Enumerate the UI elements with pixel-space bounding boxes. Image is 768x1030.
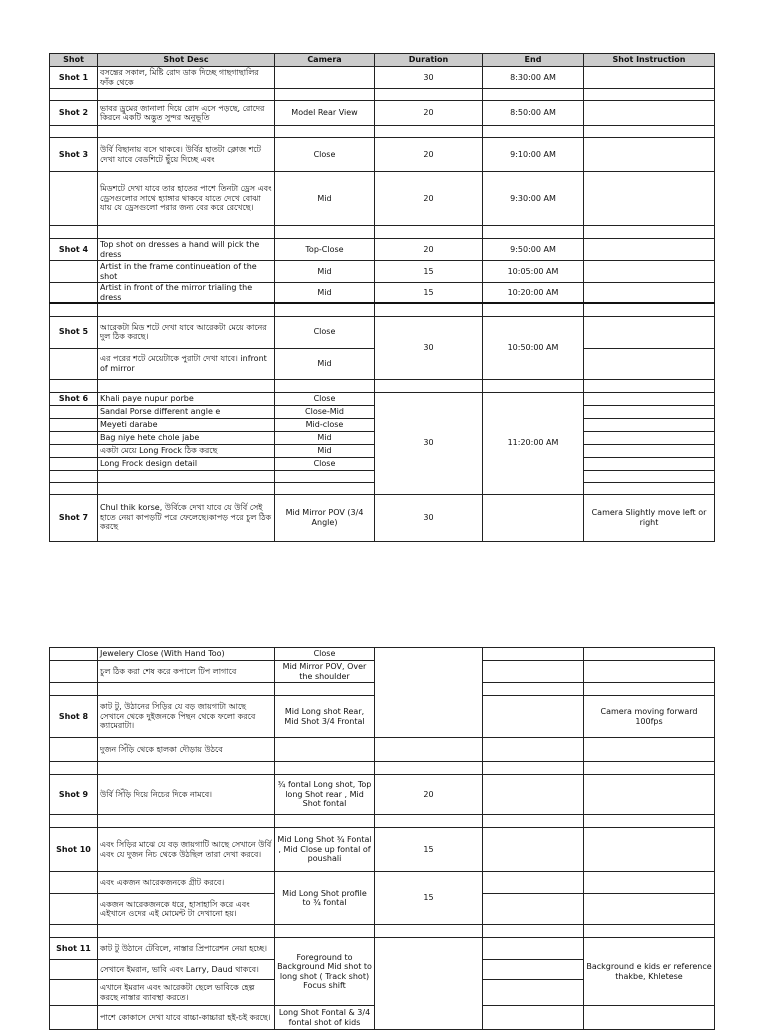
instruction-cell — [584, 431, 715, 444]
instruction-cell — [584, 683, 715, 696]
duration-cell — [375, 303, 483, 316]
duration-cell: 15 — [375, 828, 483, 872]
shot-desc-cell: এখানে ইমরান এবং আরেকটা ছেলে ভাবিকে হেল্প করছে নাস্তার ব্যাবস্থা করতে। — [98, 980, 275, 1006]
camera-cell — [275, 226, 375, 239]
instruction-cell — [584, 172, 715, 226]
instruction-cell — [584, 379, 715, 392]
table-row — [50, 775, 715, 815]
header-shot-instruction: Shot Instruction — [584, 54, 715, 67]
shot-cell — [50, 661, 98, 683]
instruction-cell — [584, 648, 715, 661]
duration-cell: 15 — [375, 283, 483, 304]
table-row — [50, 138, 715, 172]
shot-cell — [50, 226, 98, 239]
shot-cell — [50, 283, 98, 304]
table-row — [50, 379, 715, 392]
table-row — [50, 925, 715, 938]
camera-cell: Close-Mid — [275, 405, 375, 418]
shot-cell — [50, 172, 98, 226]
instruction-cell — [584, 775, 715, 815]
shot-cell — [50, 89, 98, 101]
shot-cell: Shot 9 — [50, 775, 98, 815]
end-cell — [483, 126, 584, 138]
camera-cell — [275, 683, 375, 696]
camera-cell: Close — [275, 316, 375, 348]
shot-cell — [50, 470, 98, 482]
instruction-cell — [584, 470, 715, 482]
camera-cell — [275, 303, 375, 316]
table-row — [50, 89, 715, 101]
instruction-cell — [584, 239, 715, 261]
shot-cell: Shot 4 — [50, 239, 98, 261]
instruction-cell: Camera Slightly move left or right — [584, 494, 715, 541]
camera-cell — [275, 925, 375, 938]
shot-desc-cell: Bag niye hete chole jabe — [98, 431, 275, 444]
instruction-cell — [584, 418, 715, 431]
end-cell — [483, 226, 584, 239]
camera-cell — [275, 762, 375, 775]
instruction-cell — [584, 1006, 715, 1030]
end-cell — [483, 828, 584, 872]
instruction-cell — [584, 126, 715, 138]
shot-desc-cell: Chul thik korse, উর্বিকে দেখা যাবে যে উর্বি সেই হাতে নেয়া কাপড়টি পরে ফেলেছে।কাপড় পরে চুল ঠিক করছে — [98, 494, 275, 541]
shot-cell — [50, 925, 98, 938]
shot-desc-cell: এর পরের শটে মেয়েটাকে পুরাটা দেখা যাবে। infront of mirror — [98, 348, 275, 379]
shot-cell: Shot 2 — [50, 101, 98, 126]
duration-cell — [375, 762, 483, 775]
camera-cell: Mid — [275, 283, 375, 304]
shot-cell — [50, 303, 98, 316]
end-cell — [483, 494, 584, 541]
camera-cell: Mid — [275, 348, 375, 379]
shot-desc-cell: মিডশটে দেখা যাবে তার হাতের পাশে তিনটা ড্রেস এবং ড্রেসগুলোর সাথে হ্যাঙ্গার থাকবে যাতে দেখে বোঝা যায় যে ড্রেসগুলো পরার জন্য বের করে রেখেছে। — [98, 172, 275, 226]
instruction-cell — [584, 872, 715, 894]
shot-desc-cell: Khali paye nupur porbe — [98, 392, 275, 405]
instruction-cell — [584, 482, 715, 494]
shot-cell — [50, 431, 98, 444]
shot-desc-cell: উর্বি বিছানায় বসে থাকবে। উর্বির হাতটা ক্লোজ শটে দেখা যাবে বেডশিটে ছুঁয়ে দিচ্ছে এবং — [98, 138, 275, 172]
header-shot-desc: Shot Desc — [98, 54, 275, 67]
end-cell — [483, 1006, 584, 1030]
camera-cell: Close — [275, 457, 375, 470]
camera-cell: Mid — [275, 172, 375, 226]
shot-cell — [50, 1006, 98, 1030]
end-cell — [483, 815, 584, 828]
camera-cell: Top-Close — [275, 239, 375, 261]
end-cell — [483, 696, 584, 738]
instruction-cell — [584, 89, 715, 101]
instruction-cell — [584, 444, 715, 457]
shot-cell — [50, 738, 98, 762]
shot-desc-cell: সেখানে ইমরান, ভাবি এবং Larry, Daud থাকবে। — [98, 960, 275, 980]
end-cell — [483, 762, 584, 775]
shot-desc-cell: Long Frock design detail — [98, 457, 275, 470]
duration-cell — [375, 925, 483, 938]
shot-desc-cell: কাট টু, উঠানের সিড়ির যে বড় জায়গাটা আছে সেখানে থেকে দুইজনকে পিছন থেকে ফলো করবে ক্যামেরাটা। — [98, 696, 275, 738]
camera-cell — [275, 482, 375, 494]
header-shot: Shot — [50, 54, 98, 67]
header-row — [50, 54, 715, 67]
table-body — [50, 67, 715, 542]
camera-cell: Mid — [275, 444, 375, 457]
instruction-cell — [584, 67, 715, 89]
instruction-cell — [584, 138, 715, 172]
camera-cell: Mid Long Shot ¾ Fontal , Mid Close up fontal of poushali — [275, 828, 375, 872]
end-cell — [483, 775, 584, 815]
duration-cell: 30 — [375, 67, 483, 89]
end-cell — [483, 960, 584, 980]
table-row — [50, 494, 715, 541]
shot-desc-cell — [98, 762, 275, 775]
shot-desc-cell: এবং একজন আরেকজনকে গ্রীট করবে। — [98, 872, 275, 894]
end-cell: 8:50:00 AM — [483, 101, 584, 126]
camera-cell: ¾ fontal Long shot, Top long Shot rear , Mid Shot fontal — [275, 775, 375, 815]
end-cell — [483, 89, 584, 101]
shot-cell — [50, 126, 98, 138]
shot-desc-cell — [98, 226, 275, 239]
table-row — [50, 101, 715, 126]
camera-cell — [275, 89, 375, 101]
instruction-cell — [584, 661, 715, 683]
shot-desc-cell: এবং সিড়ির মাঝে যে বড় জায়গাটি আছে সেখানে উর্বি এবং যে দুজন নিচ থেকে উঠছিল তারা দেখা করবে। — [98, 828, 275, 872]
camera-cell: Close — [275, 392, 375, 405]
duration-cell — [375, 738, 483, 762]
end-cell — [483, 925, 584, 938]
instruction-cell — [584, 925, 715, 938]
instruction-cell — [584, 828, 715, 872]
shot-cell: Shot 7 — [50, 494, 98, 541]
shot-desc-cell: একটা মেয়ে Long Frock ঠিক করছে — [98, 444, 275, 457]
camera-cell: Foreground to Background Mid shot to long shot ( Track shot) Focus shift — [275, 938, 375, 1006]
shot-desc-cell — [98, 470, 275, 482]
shot-cell — [50, 894, 98, 925]
table-row — [50, 316, 715, 348]
shot-cell — [50, 980, 98, 1006]
shot-desc-cell: Artist in front of the mirror trialing the dress — [98, 283, 275, 304]
duration-cell: 30 — [375, 494, 483, 541]
instruction-cell — [584, 261, 715, 283]
camera-cell: Mid — [275, 261, 375, 283]
end-cell: 11:20:00 AM — [483, 392, 584, 494]
shot-cell: Shot 8 — [50, 696, 98, 738]
end-cell: 10:50:00 AM — [483, 316, 584, 379]
table-row — [50, 938, 715, 960]
duration-cell — [375, 126, 483, 138]
table-row — [50, 738, 715, 762]
shot-cell: Shot 6 — [50, 392, 98, 405]
camera-cell — [275, 738, 375, 762]
instruction-cell — [584, 348, 715, 379]
duration-cell — [375, 815, 483, 828]
shot-desc-cell: Sandal Porse different angle e — [98, 405, 275, 418]
camera-cell: Mid Mirror POV (3/4 Angle) — [275, 494, 375, 541]
shot-desc-cell: উর্বি সিঁড়ি দিয়ে নিচের দিকে নামবে। — [98, 775, 275, 815]
shot-desc-cell: একজন আরেকজনকে ধরে, হাসাহাসি করে এবং এইখানে ওদের এই মোমেন্ট টা দেখানো হয়। — [98, 894, 275, 925]
camera-cell — [275, 67, 375, 89]
shot-cell — [50, 405, 98, 418]
header-end: End — [483, 54, 584, 67]
table-row — [50, 303, 715, 316]
camera-cell: Mid Long Shot profile to ¾ fontal — [275, 872, 375, 925]
shot-list-table-page-1 — [49, 53, 715, 542]
shot-desc-cell: চুল ঠিক করা শেষ করে কপালে টিপ লাগাবে — [98, 661, 275, 683]
duration-cell: 20 — [375, 239, 483, 261]
camera-cell — [275, 470, 375, 482]
camera-cell: Long Shot Fontal & 3/4 fontal shot of kids — [275, 1006, 375, 1030]
shot-desc-cell: কাট টু উঠানে টেবিলে, নাস্তার প্রিপারেশন নেয়া হচ্ছে। — [98, 938, 275, 960]
shot-desc-cell — [98, 925, 275, 938]
shot-cell — [50, 683, 98, 696]
shot-list-table-page-2 — [49, 647, 715, 1030]
shot-cell — [50, 418, 98, 431]
table-row — [50, 828, 715, 872]
instruction-cell: Camera moving forward 100fps — [584, 696, 715, 738]
table-row — [50, 392, 715, 405]
table-row — [50, 239, 715, 261]
shot-desc-cell — [98, 303, 275, 316]
camera-cell: Mid — [275, 431, 375, 444]
shot-desc-cell: Artist in the frame continueation of the shot — [98, 261, 275, 283]
duration-cell — [375, 938, 483, 1030]
duration-cell: 15 — [375, 261, 483, 283]
table-row — [50, 762, 715, 775]
shot-cell — [50, 457, 98, 470]
end-cell — [483, 379, 584, 392]
duration-cell — [375, 379, 483, 392]
table-row — [50, 815, 715, 828]
header-camera: Camera — [275, 54, 375, 67]
shot-desc-cell — [98, 683, 275, 696]
camera-cell: Close — [275, 648, 375, 661]
shot-desc-cell — [98, 379, 275, 392]
table-row — [50, 872, 715, 894]
shot-cell — [50, 960, 98, 980]
table-row — [50, 126, 715, 138]
shot-cell — [50, 482, 98, 494]
camera-cell — [275, 815, 375, 828]
duration-cell: 30 — [375, 392, 483, 494]
shot-desc-cell — [98, 89, 275, 101]
end-cell — [483, 938, 584, 960]
end-cell — [483, 872, 584, 894]
shot-cell — [50, 444, 98, 457]
end-cell: 10:20:00 AM — [483, 283, 584, 304]
camera-cell: Mid Long shot Rear, Mid Shot 3/4 Frontal — [275, 696, 375, 738]
end-cell: 10:05:00 AM — [483, 261, 584, 283]
table-row — [50, 226, 715, 239]
shot-desc-cell — [98, 482, 275, 494]
end-cell — [483, 303, 584, 316]
instruction-cell — [584, 762, 715, 775]
instruction-cell — [584, 226, 715, 239]
shot-cell: Shot 10 — [50, 828, 98, 872]
shot-cell — [50, 815, 98, 828]
instruction-cell — [584, 316, 715, 348]
shot-desc-cell: Jewelery Close (With Hand Too) — [98, 648, 275, 661]
end-cell — [483, 980, 584, 1006]
instruction-cell — [584, 392, 715, 405]
shot-desc-cell: পাশে কোকাসে দেখা যাবে বাচ্চা-কাচ্চারা হই-চই করছে। — [98, 1006, 275, 1030]
duration-cell: 20 — [375, 172, 483, 226]
shot-desc-cell — [98, 815, 275, 828]
duration-cell: 30 — [375, 316, 483, 379]
table-row — [50, 172, 715, 226]
table-row — [50, 261, 715, 283]
shot-cell — [50, 348, 98, 379]
instruction-cell — [584, 815, 715, 828]
shot-cell — [50, 762, 98, 775]
end-cell: 9:30:00 AM — [483, 172, 584, 226]
duration-cell: 15 — [375, 872, 483, 925]
camera-cell: Mid Mirror POV, Over the shoulder — [275, 661, 375, 683]
end-cell: 9:50:00 AM — [483, 239, 584, 261]
instruction-cell — [584, 894, 715, 925]
camera-cell: Mid-close — [275, 418, 375, 431]
end-cell — [483, 683, 584, 696]
shot-cell — [50, 872, 98, 894]
shot-desc-cell: আরেকটা মিড শটে দেখা যাবে আরেকটা মেয়ে কানের দুল ঠিক করছে। — [98, 316, 275, 348]
duration-cell — [375, 648, 483, 738]
shot-cell — [50, 379, 98, 392]
table-row — [50, 283, 715, 304]
table-row — [50, 648, 715, 661]
camera-cell: Model Rear View — [275, 101, 375, 126]
camera-cell: Close — [275, 138, 375, 172]
end-cell: 9:10:00 AM — [483, 138, 584, 172]
instruction-cell — [584, 283, 715, 304]
instruction-cell — [584, 101, 715, 126]
shot-desc-cell: Meyeti darabe — [98, 418, 275, 431]
end-cell — [483, 894, 584, 925]
duration-cell: 20 — [375, 101, 483, 126]
shot-desc-cell: Top shot on dresses a hand will pick the dress — [98, 239, 275, 261]
shot-cell: Shot 11 — [50, 938, 98, 960]
instruction-cell — [584, 405, 715, 418]
shot-desc-cell: ভাবর ড্রুমের জানালা দিয়ে রোদ এসে পড়ছে, রোদের কিরনে একটি অদ্ভুত সুন্দর অনুভূতি — [98, 101, 275, 126]
shot-cell — [50, 648, 98, 661]
shot-cell: Shot 3 — [50, 138, 98, 172]
table-body — [50, 648, 715, 1030]
end-cell: 8:30:00 AM — [483, 67, 584, 89]
duration-cell: 20 — [375, 138, 483, 172]
header-duration: Duration — [375, 54, 483, 67]
camera-cell — [275, 379, 375, 392]
camera-cell — [275, 126, 375, 138]
shot-cell: Shot 5 — [50, 316, 98, 348]
shot-cell: Shot 1 — [50, 67, 98, 89]
duration-cell: 20 — [375, 775, 483, 815]
duration-cell — [375, 89, 483, 101]
end-cell — [483, 661, 584, 683]
instruction-cell: Background e kids er reference thakbe, Khletese — [584, 938, 715, 1006]
table-row — [50, 67, 715, 89]
end-cell — [483, 648, 584, 661]
duration-cell — [375, 226, 483, 239]
shot-desc-cell — [98, 126, 275, 138]
instruction-cell — [584, 303, 715, 316]
shot-desc-cell: বসন্তের সকাল, মিষ্টি রোদ ডাক দিচ্ছে গাছগাছালির ফাঁক থেকে — [98, 67, 275, 89]
instruction-cell — [584, 457, 715, 470]
shot-cell — [50, 261, 98, 283]
shot-desc-cell: দুজন সিঁড়ি থেকে হালকা দৌড়ায় উঠবে — [98, 738, 275, 762]
instruction-cell — [584, 738, 715, 762]
end-cell — [483, 738, 584, 762]
